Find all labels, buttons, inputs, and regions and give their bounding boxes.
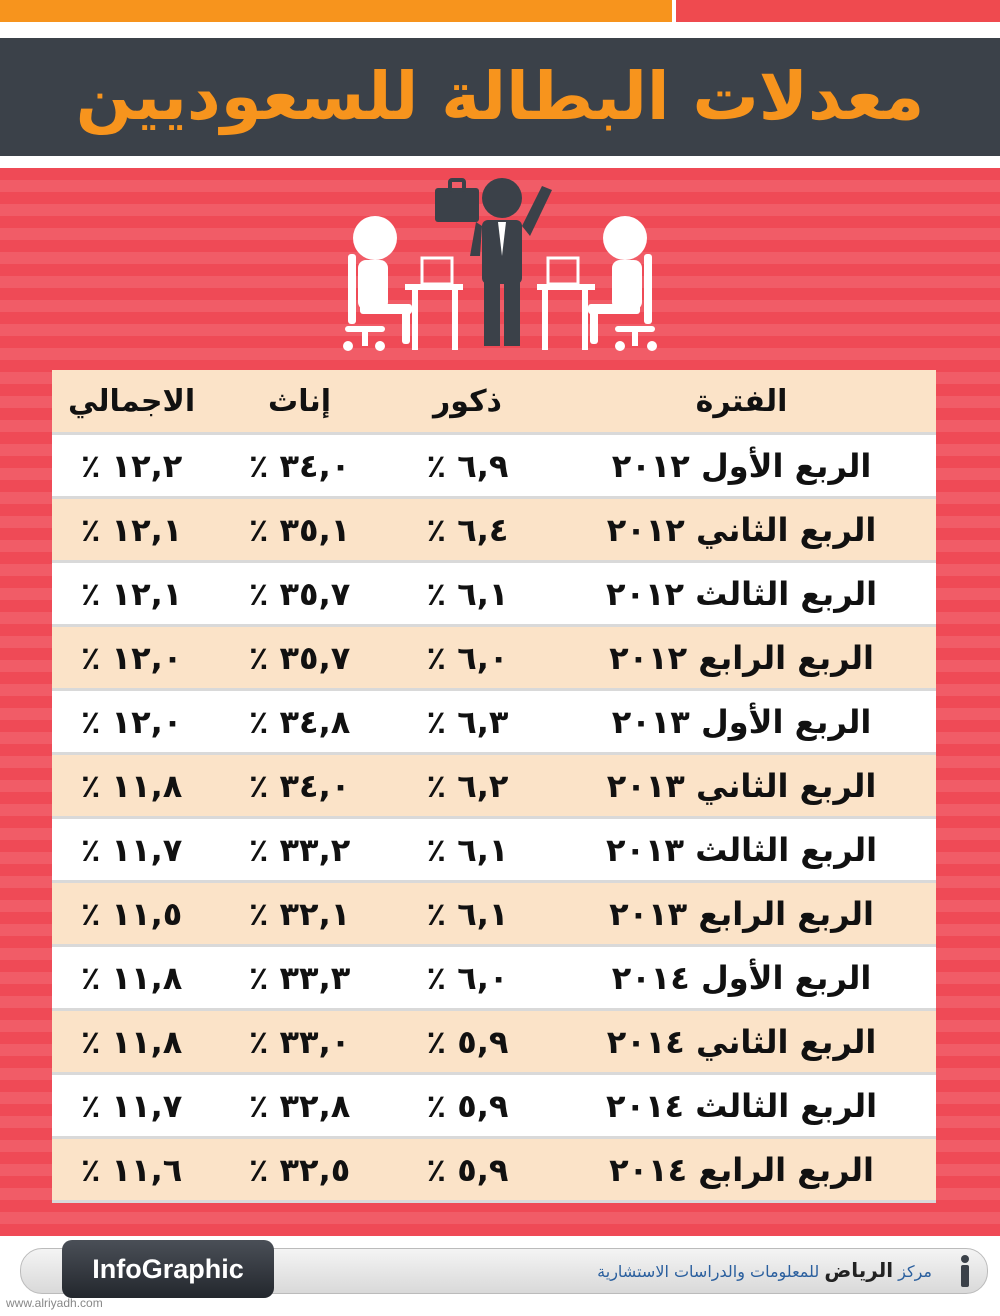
- cell-female: ٣٣,٣ ٪: [211, 946, 388, 1010]
- table-row: [52, 690, 936, 754]
- title-header: [0, 38, 1000, 156]
- cell-female: ٣٤,٠ ٪: [211, 754, 388, 818]
- riyadh-center-credit: [597, 1248, 932, 1292]
- table-row: [52, 498, 936, 562]
- accent-bar-red: [676, 0, 1000, 22]
- cell-period: الربع الثاني ٢٠١٤: [547, 1010, 936, 1074]
- cell-female: ٣٤,٠ ٪: [211, 434, 388, 498]
- table-row: [52, 562, 936, 626]
- table-row: [52, 1138, 936, 1202]
- unemployment-table: [52, 370, 936, 1200]
- info-person-icon: [958, 1254, 972, 1288]
- top-accent-bars: [0, 0, 1000, 26]
- office-worker-icon: [343, 216, 463, 351]
- cell-total: ١٢,٢ ٪: [52, 434, 211, 498]
- footer: [0, 1236, 1000, 1316]
- cell-period: الربع الأول ٢٠١٤: [547, 946, 936, 1010]
- table-header-row: [52, 370, 936, 434]
- cell-total: ١١,٧ ٪: [52, 1074, 211, 1138]
- table-row: [52, 1074, 936, 1138]
- cell-male: ٦,٢ ٪: [388, 754, 547, 818]
- office-illustration: [330, 176, 670, 354]
- cell-female: ٣٣,٠ ٪: [211, 1010, 388, 1074]
- site-url: www.alriyadh.com: [6, 1296, 103, 1310]
- table-row: [52, 946, 936, 1010]
- cell-male: ٦,٣ ٪: [388, 690, 547, 754]
- cell-male: ٥,٩ ٪: [388, 1010, 547, 1074]
- page-title: معدلات البطالة للسعوديين: [75, 58, 925, 135]
- table-row: [52, 754, 936, 818]
- cell-total: ١١,٥ ٪: [52, 882, 211, 946]
- cell-period: الربع الثاني ٢٠١٣: [547, 754, 936, 818]
- cell-period: الربع الرابع ٢٠١٢: [547, 626, 936, 690]
- cell-male: ٦,٠ ٪: [388, 946, 547, 1010]
- data-table: [52, 370, 936, 1203]
- cell-total: ١١,٦ ٪: [52, 1138, 211, 1202]
- center-brand: الرياض: [824, 1258, 894, 1282]
- accent-bar-orange: [0, 0, 672, 22]
- cell-period: الربع الثالث ٢٠١٤: [547, 1074, 936, 1138]
- cell-female: ٣٥,٧ ٪: [211, 626, 388, 690]
- cell-total: ١١,٧ ٪: [52, 818, 211, 882]
- infographic-badge: InfoGraphic: [62, 1240, 274, 1298]
- cell-period: الربع الأول ٢٠١٢: [547, 434, 936, 498]
- cell-period: الربع الرابع ٢٠١٣: [547, 882, 936, 946]
- cell-male: ٦,١ ٪: [388, 818, 547, 882]
- cell-male: ٦,٠ ٪: [388, 626, 547, 690]
- cell-total: ١١,٨ ٪: [52, 1010, 211, 1074]
- cell-period: الربع الرابع ٢٠١٤: [547, 1138, 936, 1202]
- cell-female: ٣٥,٧ ٪: [211, 562, 388, 626]
- table-row: [52, 882, 936, 946]
- cell-male: ٦,٤ ٪: [388, 498, 547, 562]
- cell-total: ١١,٨ ٪: [52, 754, 211, 818]
- cell-period: الربع الأول ٢٠١٣: [547, 690, 936, 754]
- cell-male: ٥,٩ ٪: [388, 1074, 547, 1138]
- cell-male: ٦,١ ٪: [388, 882, 547, 946]
- cell-period: الربع الثالث ٢٠١٣: [547, 818, 936, 882]
- cell-female: ٣٣,٢ ٪: [211, 818, 388, 882]
- center-prefix: مركز: [898, 1262, 932, 1281]
- cell-female: ٣٢,٥ ٪: [211, 1138, 388, 1202]
- header-period: الفترة: [547, 370, 936, 434]
- center-suffix: للمعلومات والدراسات الاستشارية: [597, 1262, 820, 1281]
- cell-female: ٣٥,١ ٪: [211, 498, 388, 562]
- header-male: ذكور: [388, 370, 547, 434]
- cell-male: ٦,٩ ٪: [388, 434, 547, 498]
- table-row: [52, 434, 936, 498]
- cell-total: ١٢,٠ ٪: [52, 690, 211, 754]
- office-worker-icon: [537, 216, 657, 351]
- table-row: [52, 818, 936, 882]
- header-total: الاجمالي: [52, 370, 211, 434]
- cell-female: ٣٤,٨ ٪: [211, 690, 388, 754]
- cell-male: ٥,٩ ٪: [388, 1138, 547, 1202]
- table-row: [52, 626, 936, 690]
- cell-total: ١٢,٠ ٪: [52, 626, 211, 690]
- cell-male: ٦,١ ٪: [388, 562, 547, 626]
- cell-female: ٣٢,٨ ٪: [211, 1074, 388, 1138]
- cell-period: الربع الثاني ٢٠١٢: [547, 498, 936, 562]
- cell-period: الربع الثالث ٢٠١٢: [547, 562, 936, 626]
- cell-female: ٣٢,١ ٪: [211, 882, 388, 946]
- cell-total: ١٢,١ ٪: [52, 562, 211, 626]
- cell-total: ١١,٨ ٪: [52, 946, 211, 1010]
- table-row: [52, 1010, 936, 1074]
- cell-total: ١٢,١ ٪: [52, 498, 211, 562]
- header-female: إناث: [211, 370, 388, 434]
